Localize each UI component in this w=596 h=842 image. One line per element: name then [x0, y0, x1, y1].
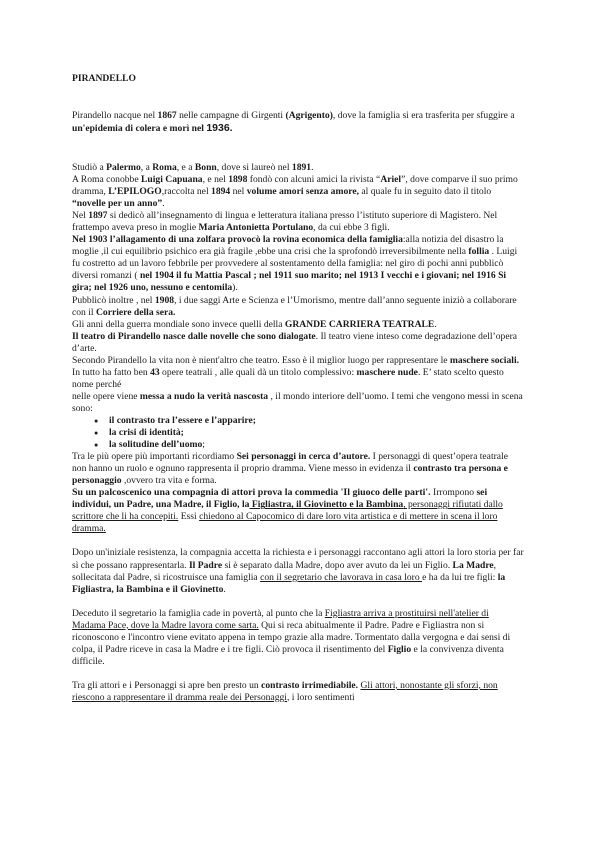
bold-text: Palermo [106, 162, 141, 173]
paragraph-truth [72, 391, 524, 415]
bold-text: Nel 1903 l’allagamento di una zolfara provocò la rovina economica della famiglia [72, 234, 403, 246]
text: . Luigi fu costretto ad un lavoro febbrile per provvedere al sostentamento della famiglia: nel giro di pochi anni pubblicò diversi romanzi ( [72, 246, 518, 282]
text: nel [230, 186, 247, 198]
text: :alla notizia del disastro la moglie ,il cui equilibrio psichico era già fragile ,ebbe una crisi che la sprofondò irreversibilmente nella [72, 234, 504, 258]
paragraph-studies [72, 162, 524, 174]
underlined-text: Gli attori, nonostante gli sforzi, non riescono a rappresentare il dramma reale dei Personaggi [72, 679, 498, 703]
bold-text: “novelle per un anno” [72, 198, 163, 210]
themes-list [72, 415, 524, 451]
text: , dove si laureò nel [216, 162, 292, 173]
paragraph-rome [72, 174, 524, 210]
text: nelle opere viene [72, 390, 140, 402]
paragraph-theatre [72, 331, 524, 355]
bold-text: 1898 [228, 174, 248, 186]
text: , e nel [202, 174, 229, 186]
text: . Il teatro viene inteso come degradazione dell’opera d’arte. [72, 330, 518, 354]
bold-text: 1891 [291, 162, 312, 173]
bold-text: 43 [150, 366, 160, 378]
bold-text: Sei personaggi in cerca d’autore. [236, 451, 371, 463]
list-item [94, 415, 524, 427]
text: ; [202, 439, 205, 451]
text: . [434, 318, 437, 330]
text: Dopo un'iniziale resistenza, la compagnia accetta la richiesta e i personaggi raccontano agli attori la loro storia per far sì che possano rappresentarla. [72, 547, 524, 571]
text: Deceduto il segretario la famiglia cade in povertà, al punto che la [72, 607, 325, 619]
spacer [72, 596, 524, 608]
text: A Roma conobbe [72, 174, 142, 186]
text: si è separato dalla Madre, dopo aver avuto da lei un Figlio. [222, 559, 453, 571]
text: . [223, 583, 226, 595]
theme-text: la solitudine dell’uomo [109, 439, 203, 451]
bold-text: GRANDE CARRIERA TEATRALE [284, 318, 435, 330]
theme-text: la crisi di identità; [109, 427, 184, 439]
paragraph-poverty [72, 608, 524, 668]
bold-text: Ariel [380, 174, 402, 186]
text: , sollecitata dal Padre, si ricostruisce una famiglia [72, 559, 497, 583]
list-item [94, 439, 524, 451]
bold-text: Maria Antonietta Portulano [198, 222, 314, 234]
bold-text: follia [468, 246, 490, 258]
text: Secondo Pirandello la vita non è nient'altro che teatro. Esso è il miglior luogo per rappresentare le [72, 354, 450, 366]
text: , e a [176, 162, 195, 173]
paragraph-stage [72, 487, 524, 535]
text: . [162, 198, 165, 210]
text: e ha da lui tre figli: [422, 571, 498, 583]
bold-text: maschere sociali. [449, 354, 520, 366]
text: nelle campagne di Girgenti [176, 110, 286, 121]
bold-text: Roma [152, 162, 177, 173]
bold-text: L’EPILOGO [108, 186, 162, 198]
text: Gli anni della guerra mondiale sono invece quelli della [72, 318, 285, 330]
bold-text: messa a nudo la verità nascosta [139, 390, 269, 402]
text: In tutto ha fatto ben [72, 366, 151, 378]
text: ,raccolta nel [161, 186, 212, 198]
text: I personaggi di quest’opera teatrale non hanno un ruolo e ognuno rappresenta il proprio dramma. Viene messo in evidenza il [72, 451, 508, 475]
text: Pirandello nacque nel [72, 110, 158, 121]
underlined-bold-text: Figliastra, il Giovinetto e la Bambina [249, 499, 404, 511]
text: fondò con alcuni amici la rivista “ [247, 174, 381, 186]
bold-text: Il Padre [188, 559, 223, 571]
text: Qui si reca abitualmente il Padre. Padre e Figliastra non si riconoscono e l'incontro viene evitato appena in tempo grazie alla madre. Tormentato dalla vergogna e dai sensi di colpa, il Padre riceve in casa la Madre e i tre figli. Ciò provoca il risentimento del [72, 619, 511, 655]
birth-year: 1867 [157, 110, 177, 121]
bold-text: contrasto irrimediabile. [261, 679, 359, 691]
bold-text: un'epidemia di colera e morì nel [72, 123, 207, 135]
bold-text: Corriere della sera. [95, 306, 176, 318]
text: , i loro sentimenti [286, 691, 355, 703]
underlined-text: chiedono al Capocomico di dare loro vita artistica e di mettere in scena il loro dramma. [72, 511, 498, 535]
text: Tra gli attori e i Personaggi si apre ben presto un [72, 679, 262, 691]
bold-text: La Madre [452, 559, 494, 571]
text: , dove la famiglia si era trasferita per sfuggire a [332, 110, 515, 121]
intro-paragraph [72, 110, 524, 135]
bold-text: sei individui, un Padre, una Madre, il Figlio, la [72, 487, 488, 511]
list-item [94, 427, 524, 439]
bold-text: la Figliastra, la Bambina e il Giovinetto [72, 571, 506, 595]
theme-text: il contrasto tra l’essere e l’apparire; [109, 414, 256, 426]
paragraph-story [72, 547, 524, 595]
text: ”, dove comparve il suo primo dramma, [72, 174, 518, 198]
text: si dedicò all’insegnamento di lingua e letteratura italiana presso l’istituto superiore di Magistero. Nel frattempo aveva preso in moglie [72, 210, 498, 234]
bold-text: volume amori senza amore, [246, 186, 359, 198]
text: ). [232, 282, 238, 294]
underlined-text: Figliastra arriva a prostituirsi nell'atelier di Madama Pace, dove la Madre lavora come sarta. [72, 607, 489, 631]
paragraph-six-characters [72, 451, 524, 487]
text: al quale fu in seguito dato il titolo [359, 186, 492, 198]
paragraph-flood [72, 234, 524, 294]
text: . E’ stato scelto questo nome perché [72, 366, 504, 390]
bold-text: 1908 [154, 294, 175, 306]
underlined-text: con il segretario che lavorava in casa loro [260, 571, 423, 583]
text: Nel [72, 210, 89, 222]
paragraph-masks [72, 355, 524, 391]
text: opere teatrali , alle quali dà un titolo complessivo: [159, 366, 357, 378]
bold-text: 1897 [88, 210, 108, 222]
bold-text: maschere nude [356, 366, 418, 378]
text: Pubblicò inoltre , nel [72, 294, 155, 306]
bold-text: Figlio [387, 643, 412, 655]
underlined-text: , personaggi rifiutati dallo scrittore che li ha concepiti. [72, 499, 503, 523]
text: Essi [178, 511, 200, 523]
bold-text: Il teatro di Pirandello nasce dalle novelle che sono dialogate [72, 330, 316, 342]
bold-text: Bonn [194, 162, 217, 173]
bold-text: Luigi Capuana [141, 174, 203, 186]
document-title: PIRANDELLO [72, 73, 136, 84]
bold-text: Su un palcoscenico una compagnia di attori prova la commedia 'Il giuoco delle parti'. [72, 487, 431, 499]
bold-text: contrasto tra persona e personaggio [72, 463, 508, 487]
document-body [72, 162, 524, 704]
paragraph-teaching [72, 210, 524, 234]
text: e la convivenza diventa difficile. [72, 643, 504, 667]
spacer [72, 668, 524, 680]
spacer [72, 535, 524, 547]
text: Tra le più opere più importanti ricordiamo [72, 451, 237, 463]
death-year: 1936. [206, 122, 233, 135]
birthplace: (Agrigento) [285, 110, 333, 121]
text: , i due saggi Arte e Scienza e l’Umorismo, mentre dall’anno seguente iniziò a collaborare con il [72, 294, 517, 318]
text: . [311, 162, 314, 173]
bold-text: 1894 [211, 186, 231, 198]
novels-list: nel 1904 il fu Mattia Pascal ; nel 1911 suo marito; nel 1913 I vecchi e i giovani; nel 1916 Si gira; nel 1926 uno, nessuno e centomila [72, 270, 507, 294]
text: Irrompono [430, 487, 477, 499]
text: , a [140, 162, 153, 173]
text: ,ovvero tra vita e forma. [121, 475, 217, 487]
text: , il mondo interiore dell’uomo. I temi che vengono messi in scena sono: [72, 390, 523, 414]
paragraph-essays [72, 295, 524, 319]
text: , da cui ebbe 3 figli. [313, 222, 390, 234]
paragraph-conflict [72, 680, 524, 704]
text: Studiò a [72, 162, 107, 173]
paragraph-war-years [72, 319, 524, 331]
